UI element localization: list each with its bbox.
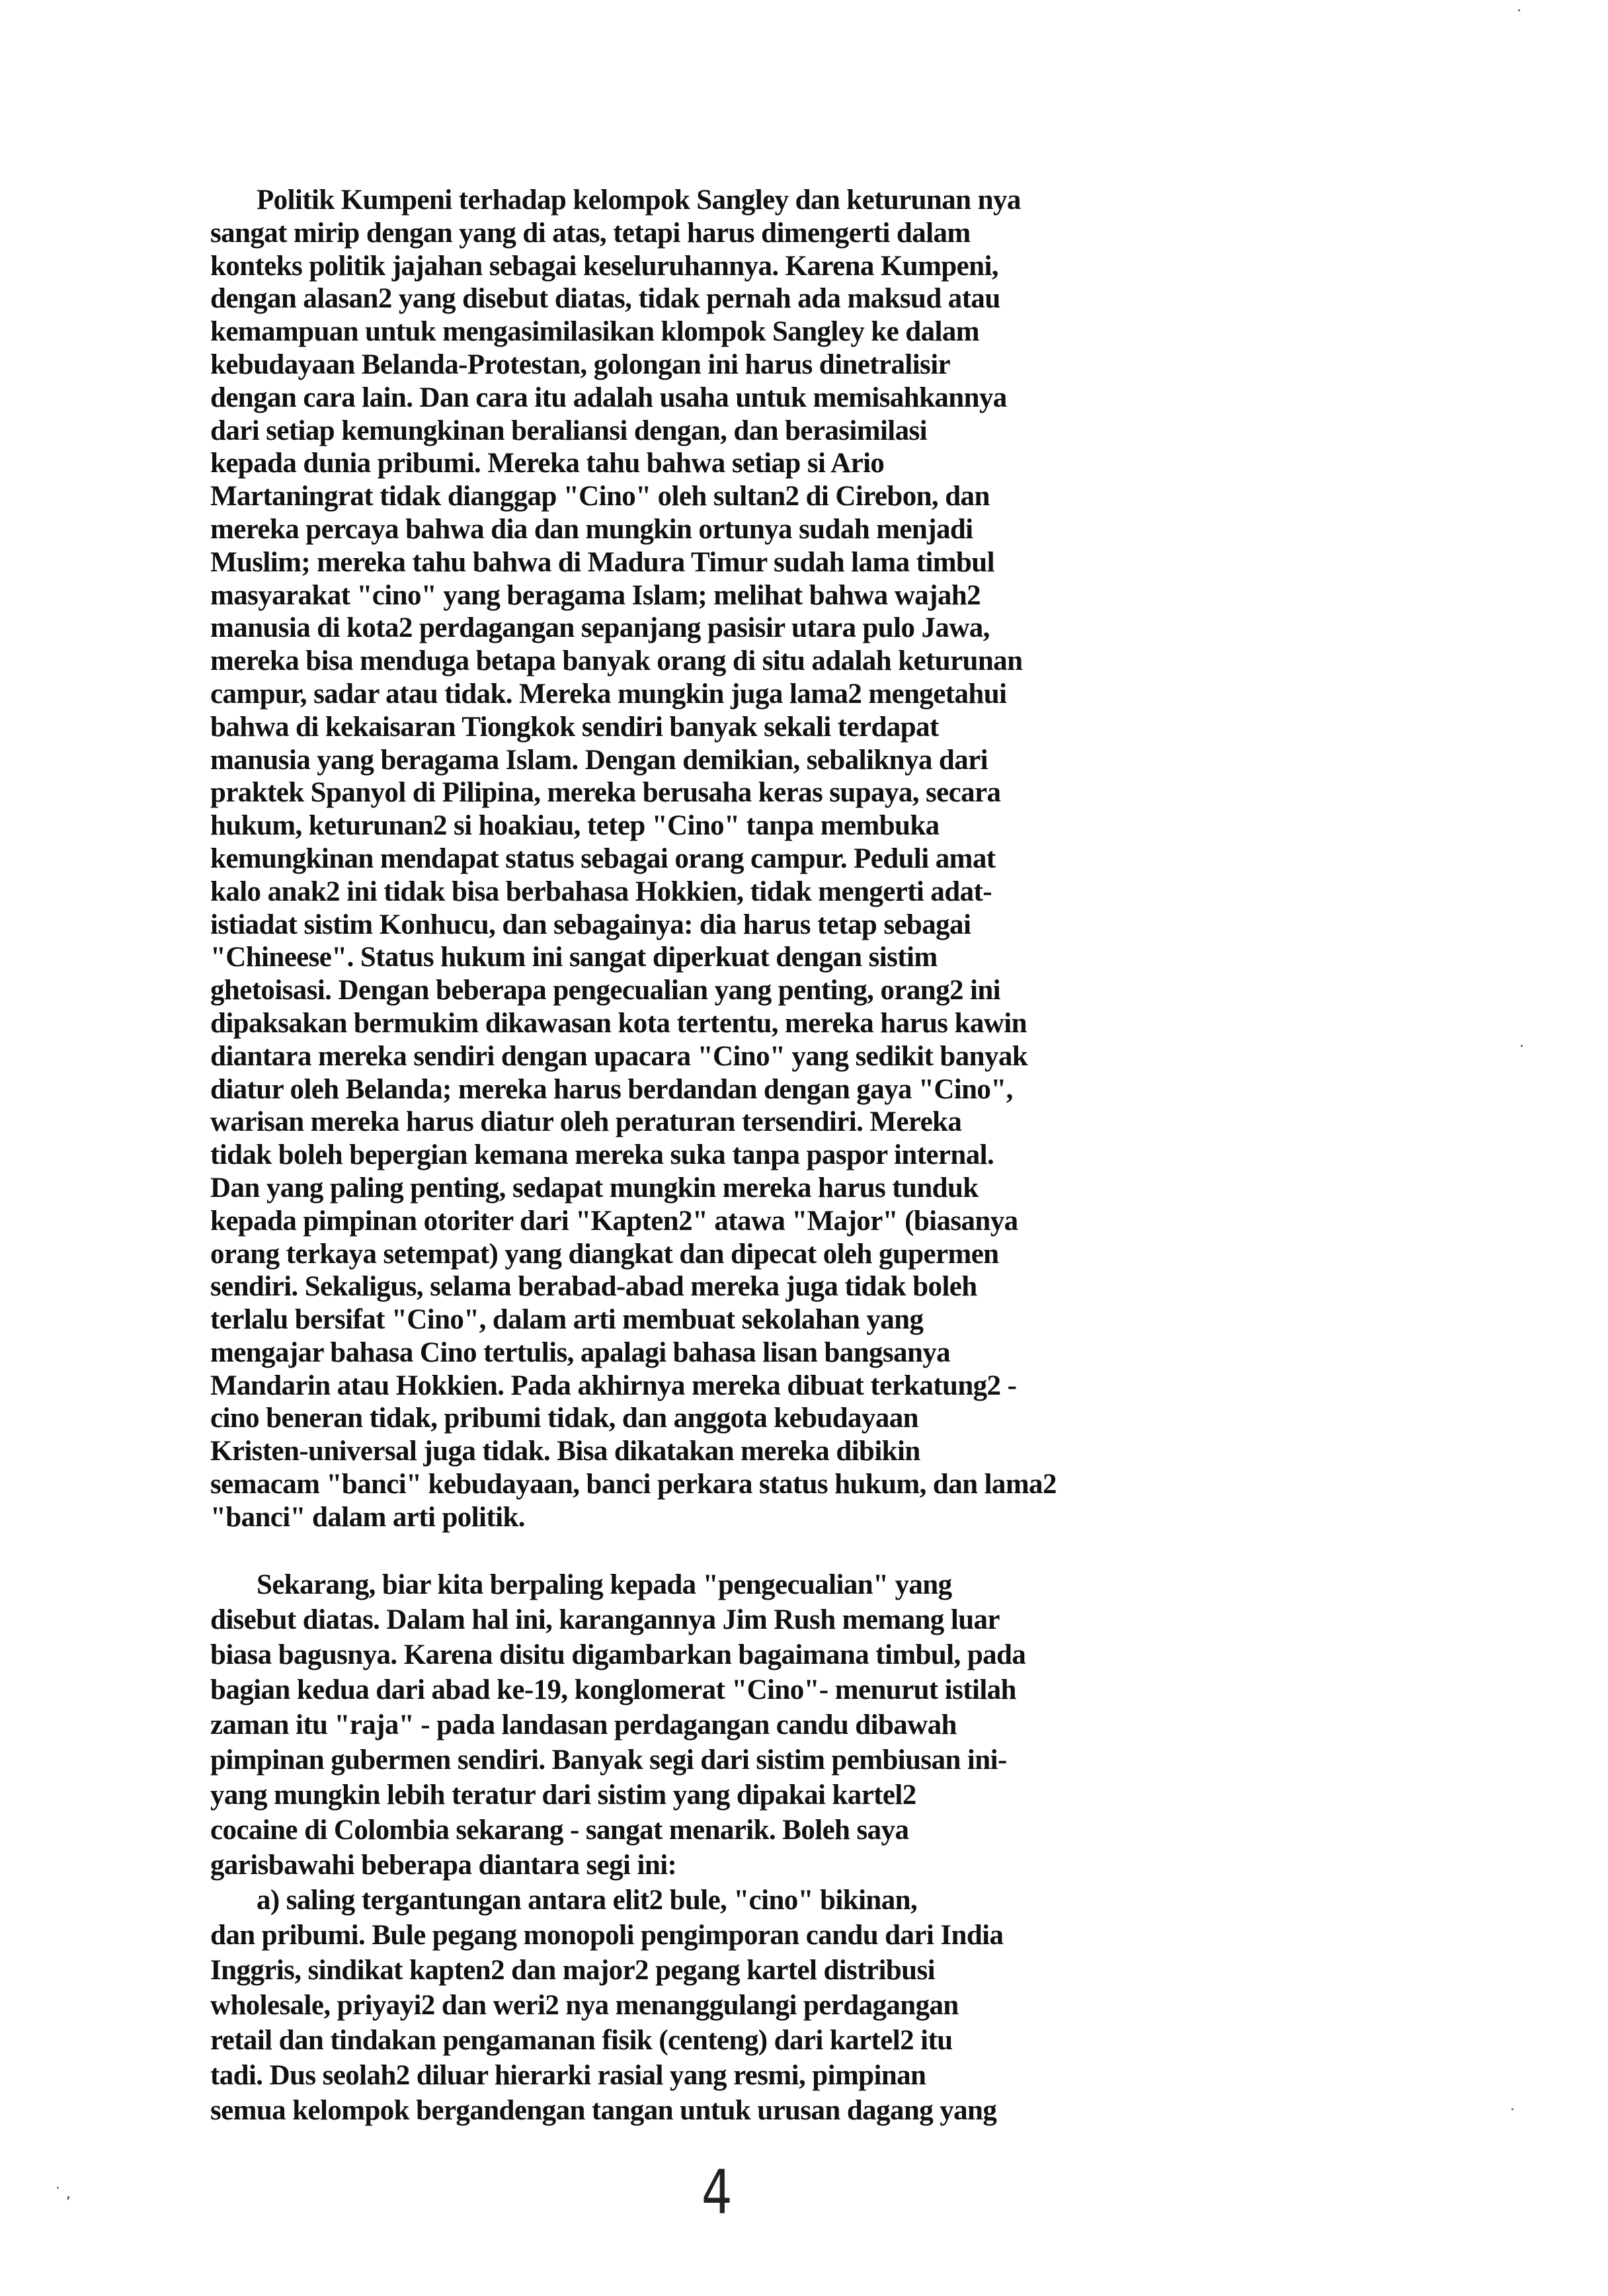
scan-speck bbox=[1521, 1045, 1523, 1047]
text-line: Muslim; mereka tahu bahwa di Madura Timur sudah lama timbul bbox=[210, 546, 994, 578]
text-line: tidak boleh bepergian kemana mereka suka tanpa paspor internal. bbox=[210, 1139, 994, 1171]
text-line: mereka bisa menduga betapa banyak orang di situ adalah keturunan bbox=[210, 645, 1023, 677]
text-line: diatur oleh Belanda; mereka harus berdandan dengan gaya "Cino", bbox=[210, 1073, 1013, 1105]
text-line: biasa bagusnya. Karena disitu digambarkan bagaimana timbul, pada bbox=[210, 1639, 1026, 1670]
text-line: Inggris, sindikat kapten2 dan major2 pegang kartel distribusi bbox=[210, 1955, 935, 1986]
text-line: bagian kedua dari abad ke-19, konglomerat "Cino"- menurut istilah bbox=[210, 1674, 1016, 1705]
text-line: Dan yang paling penting, sedapat mungkin mereka harus tunduk bbox=[210, 1172, 979, 1204]
text-line: dengan cara lain. Dan cara itu adalah usaha untuk memisahkannya bbox=[210, 382, 1007, 413]
text-line: disebut diatas. Dalam hal ini, karangannya Jim Rush memang luar bbox=[210, 1604, 1000, 1635]
text-line: yang mungkin lebih teratur dari sistim yang dipakai kartel2 bbox=[210, 1780, 916, 1811]
text-line: cino beneran tidak, pribumi tidak, dan anggota kebudayaan bbox=[210, 1403, 918, 1434]
text-line: praktek Spanyol di Pilipina, mereka berusaha keras supaya, secara bbox=[210, 777, 1001, 809]
text-line: dengan alasan2 yang disebut diatas, tidak pernah ada maksud atau bbox=[210, 283, 1000, 315]
text-line: mereka percaya bahwa dia dan mungkin ortunya sudah menjadi bbox=[210, 513, 973, 545]
page-number: 4 bbox=[701, 2157, 733, 2228]
text-line: a) saling tergantungan antara elit2 bule, "cino" bikinan, bbox=[257, 1885, 918, 1916]
text-line: manusia di kota2 perdagangan sepanjang pasisir utara pulo Jawa, bbox=[210, 612, 990, 644]
text-line: tadi. Dus seolah2 diluar hierarki rasial yang resmi, pimpinan bbox=[210, 2060, 926, 2091]
text-line: konteks politik jajahan sebagai keseluruhannya. Karena Kumpeni, bbox=[210, 250, 998, 282]
text-line: dari setiap kemungkinan beraliansi dengan, dan berasimilasi bbox=[210, 415, 928, 446]
text-line: kebudayaan Belanda-Protestan, golongan ini harus dinetralisir bbox=[210, 348, 951, 380]
text-line: zaman itu "raja" - pada landasan perdagangan candu dibawah bbox=[210, 1709, 957, 1741]
text-line: kepada pimpinan otoriter dari "Kapten2" atawa "Major" (biasanya bbox=[210, 1205, 1018, 1237]
text-line: "Chineese". Status hukum ini sangat diperkuat dengan sistim bbox=[210, 942, 938, 973]
text-line: hukum, keturunan2 si hoakiau, tetep "Cino" tanpa membuka bbox=[210, 810, 940, 842]
text-line: kemungkinan mendapat status sebagai orang campur. Peduli amat bbox=[210, 842, 996, 874]
text-line: istiadat sistim Konhucu, dan sebagainya: dia harus tetap sebagai bbox=[210, 909, 971, 940]
text-line: campur, sadar atau tidak. Mereka mungkin juga lama2 mengetahui bbox=[210, 678, 1007, 710]
text-line: warisan mereka harus diatur oleh peraturan tersendiri. Mereka bbox=[210, 1106, 962, 1138]
text-line: garisbawahi beberapa diantara segi ini: bbox=[210, 1850, 677, 1881]
text-line: kalo anak2 ini tidak bisa berbahasa Hokkien, tidak mengerti adat- bbox=[210, 876, 992, 907]
text-line: cocaine di Colombia sekarang - sangat menarik. Boleh saya bbox=[210, 1815, 909, 1846]
text-line: kemampuan untuk mengasimilasikan klompok Sangley ke dalam bbox=[210, 316, 979, 348]
text-line: manusia yang beragama Islam. Dengan demikian, sebaliknya dari bbox=[210, 744, 988, 776]
text-line: dan pribumi. Bule pegang monopoli pengimporan candu dari India bbox=[210, 1920, 1004, 1951]
text-line: bahwa di kekaisaran Tiongkok sendiri banyak sekali terdapat bbox=[210, 711, 939, 743]
text-line: kepada dunia pribumi. Mereka tahu bahwa setiap si Ario bbox=[210, 448, 885, 479]
scan-speck bbox=[1511, 2108, 1513, 2110]
text-line: ghetoisasi. Dengan beberapa pengecualian yang penting, orang2 ini bbox=[210, 975, 1001, 1006]
text-line: terlalu bersifat "Cino", dalam arti membuat sekolahan yang bbox=[210, 1304, 924, 1336]
margin-mark: ˙ , bbox=[54, 2186, 71, 2202]
text-line: masyarakat "cino" yang beragama Islam; melihat bahwa wajah2 bbox=[210, 579, 981, 611]
text-line: Martaningrat tidak dianggap "Cino" oleh sultan2 di Cirebon, dan bbox=[210, 481, 990, 512]
text-line: wholesale, priyayi2 dan weri2 nya menanggulangi perdagangan bbox=[210, 1990, 959, 2021]
text-line: "banci" dalam arti politik. bbox=[210, 1501, 525, 1533]
text-line: Politik Kumpeni terhadap kelompok Sangley dan keturunan nya bbox=[257, 184, 1021, 216]
text-line: orang terkaya setempat) yang diangkat dan dipecat oleh gupermen bbox=[210, 1238, 999, 1270]
text-line: mengajar bahasa Cino tertulis, apalagi bahasa lisan bangsanya bbox=[210, 1336, 951, 1368]
scan-speck bbox=[1518, 9, 1520, 11]
text-line: semacam "banci" kebudayaan, banci perkara status hukum, dan lama2 bbox=[210, 1469, 1057, 1500]
text-line: diantara mereka sendiri dengan upacara "Cino" yang sedikit banyak bbox=[210, 1040, 1028, 1072]
text-line: Sekarang, biar kita berpaling kepada "pengecualian" yang bbox=[257, 1569, 952, 1600]
text-line: sangat mirip dengan yang di atas, tetapi harus dimengerti dalam bbox=[210, 217, 971, 249]
text-line: pimpinan gubermen sendiri. Banyak segi dari sistim pembiusan ini- bbox=[210, 1744, 1007, 1776]
text-line: Kristen-universal juga tidak. Bisa dikatakan mereka dibikin bbox=[210, 1436, 920, 1467]
paragraph-2 bbox=[210, 1567, 1026, 2128]
text-line: semua kelompok bergandengan tangan untuk urusan dagang yang bbox=[210, 2095, 997, 2126]
text-line: retail dan tindakan pengamanan fisik (centeng) dari kartel2 itu bbox=[210, 2025, 953, 2056]
text-line: Mandarin atau Hokkien. Pada akhirnya mereka dibuat terkatung2 - bbox=[210, 1370, 1017, 1401]
text-line: dipaksakan bermukim dikawasan kota tertentu, mereka harus kawin bbox=[210, 1007, 1027, 1039]
paragraph-1 bbox=[210, 184, 1057, 1534]
text-line: sendiri. Sekaligus, selama berabad-abad mereka juga tidak boleh bbox=[210, 1271, 977, 1303]
